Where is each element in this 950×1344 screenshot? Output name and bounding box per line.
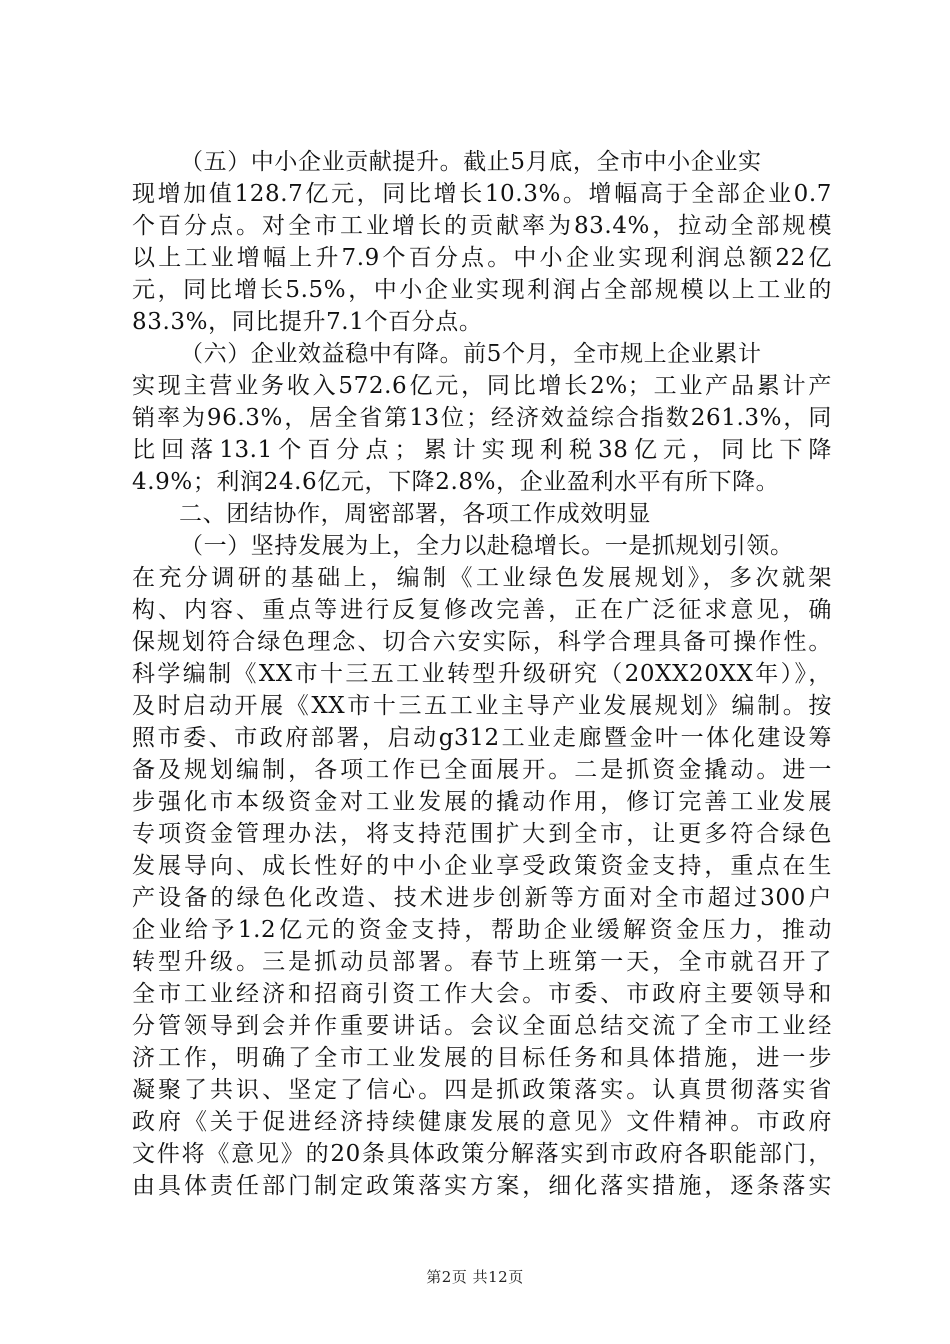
paragraph-line: 政府《关于促进经济持续健康发展的意见》文件精神。市政府 xyxy=(132,1109,832,1135)
paragraph-line: （五）中小企业贡献提升。截止5月底，全市中小企业实 xyxy=(180,149,762,175)
paragraph-line: 转型升级。三是抓动员部署。春节上班第一天，全市就召开了 xyxy=(132,949,832,975)
paragraph-line: 现增加值128.7亿元，同比增长10.3%。增幅高于全部企业0.7 xyxy=(132,181,832,207)
paragraph-line: 步强化市本级资金对工业发展的撬动作用，修订完善工业发展 xyxy=(132,789,832,815)
paragraph-line: 83.3%，同比提升7.1个百分点。 xyxy=(132,309,483,335)
page-number-footer: 第2页 共12页 xyxy=(426,1268,524,1286)
paragraph-line: 凝聚了共识、坚定了信心。四是抓政策落实。认真贯彻落实省 xyxy=(132,1077,832,1103)
paragraph-line: 构、内容、重点等进行反复修改完善，正在广泛征求意见，确 xyxy=(132,597,832,623)
paragraph-line: 产设备的绿色化改造、技术进步创新等方面对全市超过300户 xyxy=(132,885,832,911)
paragraph-line: 分管领导到会并作重要讲话。会议全面总结交流了全市工业经 xyxy=(132,1013,832,1039)
paragraph-line: 个百分点。对全市工业增长的贡献率为83.4%，拉动全部规模 xyxy=(132,213,832,239)
paragraph-line: （一）坚持发展为上，全力以赴稳增长。一是抓规划引领。 xyxy=(180,533,794,559)
paragraph-line: 比回落13.1个百分点；累计实现利税38亿元，同比下降 xyxy=(132,437,832,463)
section-heading: 二、团结协作，周密部署，各项工作成效明显 xyxy=(179,501,651,527)
paragraph-line: 专项资金管理办法，将支持范围扩大到全市，让更多符合绿色 xyxy=(132,821,832,847)
paragraph-line: 保规划符合绿色理念、切合六安实际，科学合理具备可操作性。 xyxy=(132,629,832,655)
paragraph-line: 全市工业经济和招商引资工作大会。市委、市政府主要领导和 xyxy=(132,981,832,1007)
paragraph-line: 发展导向、成长性好的中小企业享受政策资金支持，重点在生 xyxy=(132,853,832,879)
paragraph-line: 4.9%；利润24.6亿元，下降2.8%，企业盈利水平有所下降。 xyxy=(132,469,780,495)
paragraph-line: 销率为96.3%，居全省第13位；经济效益综合指数261.3%，同 xyxy=(132,405,832,431)
paragraph-line: （六）企业效益稳中有降。前5个月，全市规上企业累计 xyxy=(180,341,762,367)
paragraph-line: 元，同比增长5.5%，中小企业实现利润占全部规模以上工业的 xyxy=(132,277,832,303)
paragraph-line: 及时启动开展《XX市十三五工业主导产业发展规划》编制。按 xyxy=(132,693,832,719)
paragraph-line: 以上工业增幅上升7.9个百分点。中小企业实现利润总额22亿 xyxy=(132,245,832,271)
paragraph-line: 济工作，明确了全市工业发展的目标任务和具体措施，进一步 xyxy=(132,1045,832,1071)
paragraph-line: 文件将《意见》的20条具体政策分解落实到市政府各职能部门， xyxy=(132,1141,832,1167)
paragraph-line: 在充分调研的基础上，编制《工业绿色发展规划》，多次就架 xyxy=(132,565,832,591)
paragraph-line: 企业给予1.2亿元的资金支持，帮助企业缓解资金压力，推动 xyxy=(132,917,832,943)
paragraph-line: 由具体责任部门制定政策落实方案，细化落实措施，逐条落实 xyxy=(132,1173,832,1199)
paragraph-line: 照市委、市政府部署，启动g312工业走廊暨金叶一体化建设筹 xyxy=(132,725,832,751)
paragraph-line: 科学编制《XX市十三五工业转型升级研究（20XX20XX年）》， xyxy=(132,661,832,687)
body-text xyxy=(132,146,832,1202)
paragraph-line: 备及规划编制，各项工作已全面展开。二是抓资金撬动。进一 xyxy=(132,757,832,783)
paragraph-line: 实现主营业务收入572.6亿元，同比增长2%；工业产品累计产 xyxy=(132,373,832,399)
